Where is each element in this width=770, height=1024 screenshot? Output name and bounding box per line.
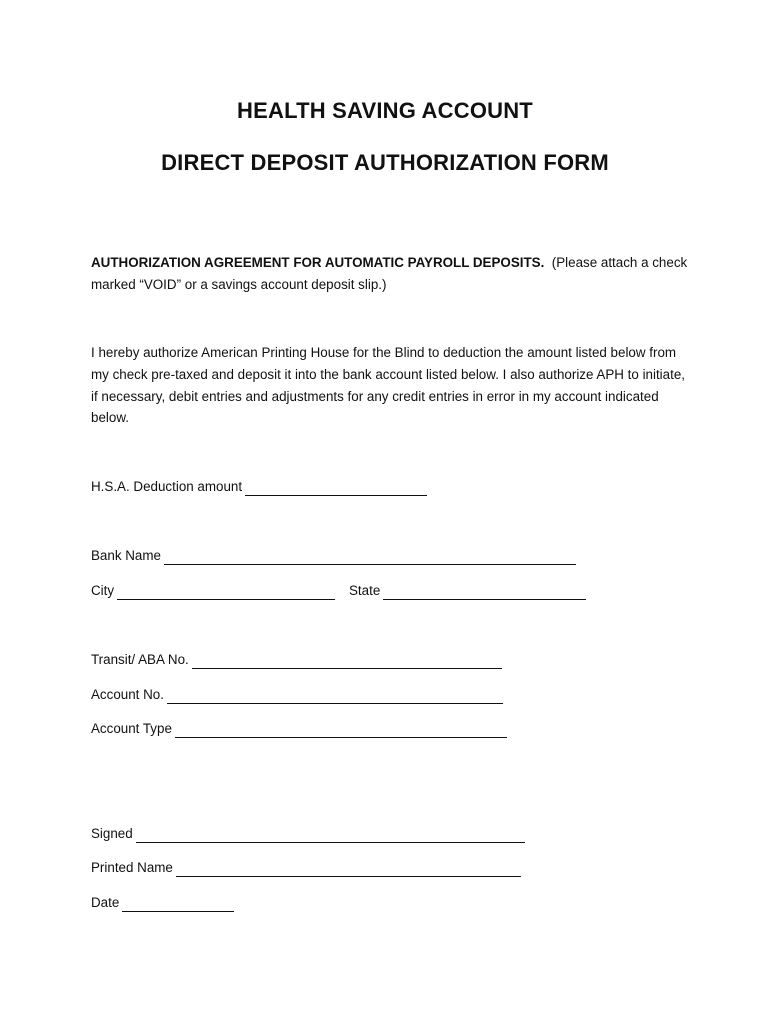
form-title-line2: DIRECT DEPOSIT AUTHORIZATION FORM: [161, 150, 609, 175]
signature-input[interactable]: [136, 828, 525, 843]
agreement-note: (Please attach a check marked “VOID” or a savings account deposit slip.): [91, 255, 691, 292]
account-number-field: [91, 686, 503, 704]
transit-aba-field: [91, 651, 502, 669]
date-field: [91, 894, 234, 912]
agreement-paragraph: [91, 252, 691, 296]
account-number-input[interactable]: [167, 689, 503, 704]
account-type-label: Account Type: [91, 721, 172, 736]
bank-name-input[interactable]: [164, 550, 576, 565]
state-field: [349, 582, 586, 600]
printed-name-input[interactable]: [176, 862, 521, 877]
hsa-deduction-field: [91, 478, 427, 496]
account-number-label: Account No.: [91, 687, 164, 702]
account-type-input[interactable]: [175, 723, 507, 738]
authorization-paragraph: I hereby authorize American Printing House for the Blind to deduction the amount listed below from my check pre-taxed and deposit it into the bank account listed below. I also authorize APH to initiate, if necessary, debit entries and adjustments for any credit entries in error in my account indicated below.: [91, 345, 685, 426]
printed-name-field: [91, 859, 521, 877]
transit-aba-label: Transit/ ABA No.: [91, 652, 189, 667]
state-label: State: [349, 583, 381, 598]
date-label: Date: [91, 895, 120, 910]
form-title-line1: HEALTH SAVING ACCOUNT: [237, 98, 533, 123]
city-input[interactable]: [117, 585, 335, 600]
hsa-deduction-label: H.S.A. Deduction amount: [91, 479, 243, 494]
bank-name-label: Bank Name: [91, 548, 161, 563]
signature-field: [91, 825, 525, 843]
account-type-field: [91, 720, 507, 738]
signature-label: Signed: [91, 826, 133, 841]
city-label: City: [91, 583, 115, 598]
city-field: [91, 582, 335, 600]
date-input[interactable]: [122, 897, 234, 912]
state-input[interactable]: [383, 585, 586, 600]
agreement-heading: AUTHORIZATION AGREEMENT FOR AUTOMATIC PAYROLL DEPOSITS.: [91, 255, 545, 270]
bank-name-field: [91, 547, 576, 565]
hsa-deduction-input[interactable]: [245, 481, 427, 496]
transit-aba-input[interactable]: [192, 654, 502, 669]
printed-name-label: Printed Name: [91, 860, 173, 875]
